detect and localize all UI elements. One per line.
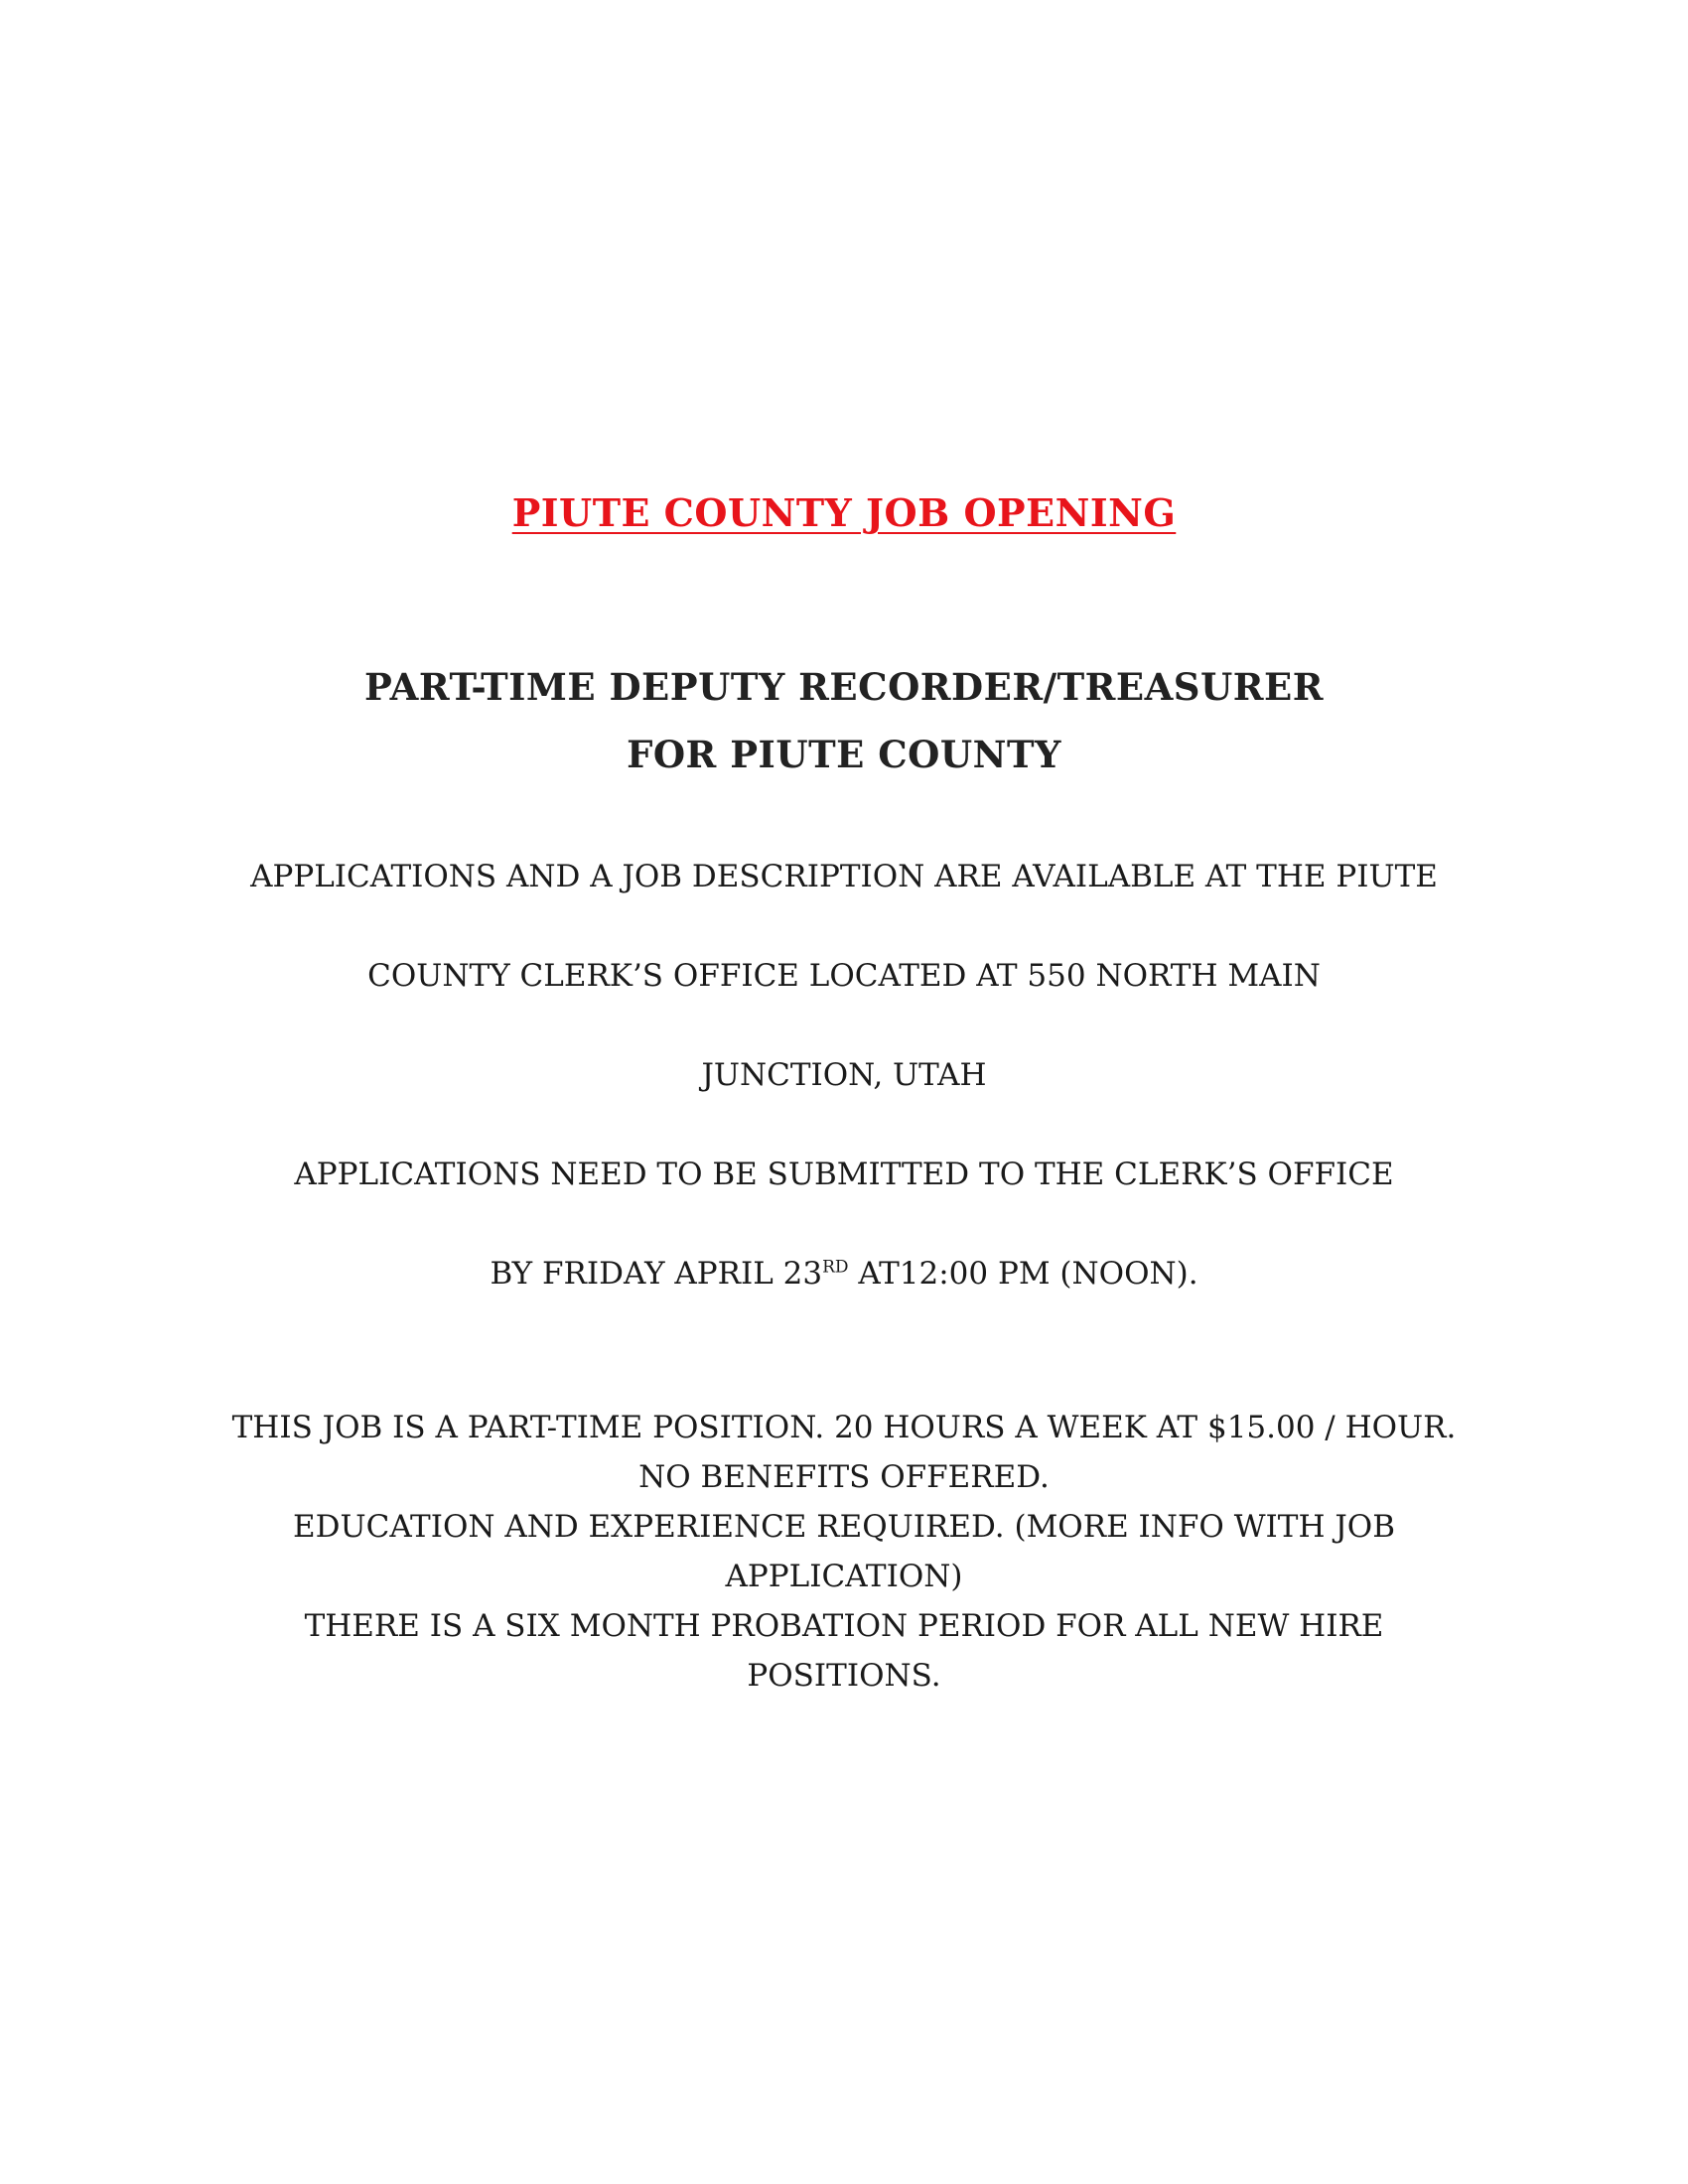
detail-line: APPLICATION) [725, 1559, 963, 1594]
title-text: PIUTE COUNTY JOB OPENING [511, 490, 1177, 535]
position-title-line-1: PART-TIME DEPUTY RECORDER/TREASURER [364, 665, 1324, 709]
info-line-deadline [0, 1253, 1688, 1295]
deadline-prefix: BY FRIDAY APRIL 23 [490, 1256, 823, 1292]
detail-line: THIS JOB IS A PART-TIME POSITION. 20 HOURS A WEEK AT $15.00 / HOUR. [231, 1410, 1457, 1445]
detail-line: POSITIONS. [747, 1658, 941, 1694]
detail-line: NO BENEFITS OFFERED. [638, 1459, 1050, 1495]
info-line-submission: APPLICATIONS NEED TO BE SUBMITTED TO THE CLERK’S OFFICE [294, 1157, 1394, 1192]
deadline-ordinal: RD [822, 1257, 849, 1278]
info-line-city: JUNCTION, UTAH [701, 1057, 987, 1093]
page-title [0, 488, 1688, 538]
info-line-office-address: COUNTY CLERK’S OFFICE LOCATED AT 550 NORTH MAIN [367, 958, 1321, 994]
detail-line: EDUCATION AND EXPERIENCE REQUIRED. (MORE INFO WITH JOB [293, 1509, 1395, 1545]
deadline-suffix: AT12:00 PM (NOON). [848, 1256, 1198, 1292]
job-details [149, 1403, 1539, 1701]
info-line-availability: APPLICATIONS AND A JOB DESCRIPTION ARE AVAILABLE AT THE PIUTE [250, 859, 1438, 894]
detail-line: THERE IS A SIX MONTH PROBATION PERIOD FOR ALL NEW HIRE [304, 1608, 1384, 1644]
position-title-line-2: FOR PIUTE COUNTY [627, 733, 1061, 776]
